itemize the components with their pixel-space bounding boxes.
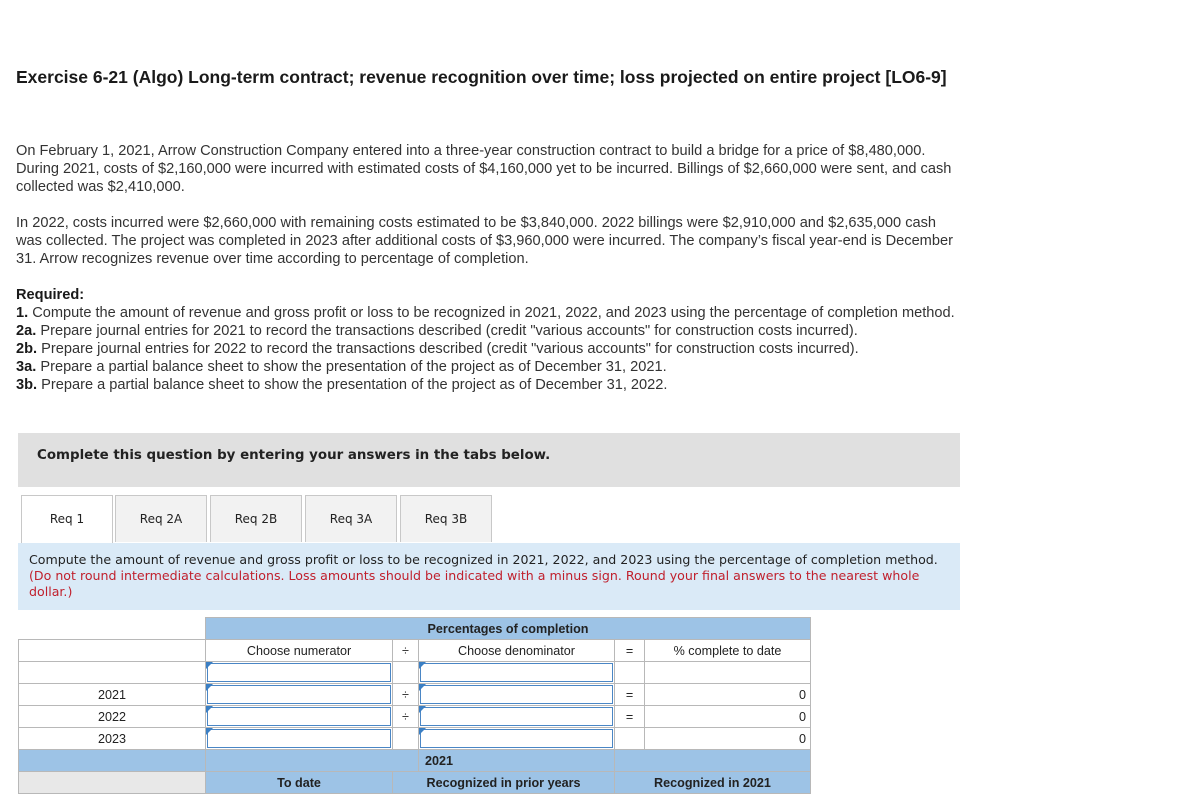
tab-req-2b[interactable]: Req 2B (210, 495, 302, 542)
requirement-2b: 2b. Prepare journal entries for 2022 to record the transactions described (credit "various accounts" for construction costs incurred). (16, 341, 859, 357)
table-row (19, 684, 811, 706)
tab-req-3b[interactable]: Req 3B (400, 495, 492, 542)
section-year: 2021 (419, 750, 615, 772)
numerator-input[interactable] (206, 706, 393, 728)
tab-instructions (18, 543, 960, 610)
table-header: Percentages of completion (206, 618, 811, 640)
requirements-block (16, 286, 956, 394)
numerator-input[interactable] (206, 684, 393, 706)
denominator-select-header[interactable] (419, 662, 615, 684)
percent-complete-table (18, 617, 811, 794)
equals-sign: = (615, 684, 645, 706)
numerator-label: Choose numerator (206, 640, 393, 662)
tab-req-2a[interactable]: Req 2A (115, 495, 207, 542)
denominator-label: Choose denominator (419, 640, 615, 662)
requirement-3b: 3b. Prepare a partial balance sheet to show the presentation of the project as of December 31, 2022. (16, 377, 668, 393)
requirement-2a: 2a. Prepare journal entries for 2021 to record the transactions described (credit "various accounts" for construction costs incurred). (16, 323, 858, 339)
percent-result: 0 (645, 684, 811, 706)
divide-sign: ÷ (393, 706, 419, 728)
instructions-note: (Do not round intermediate calculations. Loss amounts should be indicated with a minus sign. Round your final answers to the nearest whole dollar.) (29, 568, 920, 599)
year-label: 2023 (19, 728, 206, 750)
numerator-input[interactable] (206, 728, 393, 750)
denominator-input[interactable] (419, 728, 615, 750)
requirement-1: 1. Compute the amount of revenue and gross profit or loss to be recognized in 2021, 2022, and 2023 using the percentage of completion method. (16, 305, 955, 321)
percent-result: 0 (645, 706, 811, 728)
divide-sign: ÷ (393, 640, 419, 662)
equals-sign: = (615, 706, 645, 728)
denominator-input[interactable] (419, 684, 615, 706)
year-label: 2022 (19, 706, 206, 728)
requirement-3a: 3a. Prepare a partial balance sheet to show the presentation of the project as of December 31, 2021. (16, 359, 667, 375)
required-label: Required: (16, 287, 85, 303)
divide-sign: ÷ (393, 684, 419, 706)
table-row (19, 728, 811, 750)
col-recognized-current: Recognized in 2021 (615, 772, 811, 794)
banner-text: Complete this question by entering your answers in the tabs below. (37, 448, 551, 463)
instruction-banner (18, 433, 960, 487)
problem-paragraph-1: On February 1, 2021, Arrow Construction Company entered into a three-year construction contract to build a bridge for a price of $8,480,000. During 2021, costs of $2,160,000 were incurred with estimated costs of $4,160,000 yet to be incurred. Billings of $2,660,000 were sent, and cash collected was $2,410,000. (16, 143, 952, 195)
tab-req-3a[interactable]: Req 3A (305, 495, 397, 542)
table-row (19, 706, 811, 728)
year-label: 2021 (19, 684, 206, 706)
exercise-title: Exercise 6-21 (Algo) Long-term contract; revenue recognition over time; loss projected on entire project [LO6-9] (16, 67, 947, 87)
percent-result: 0 (645, 728, 811, 750)
col-to-date: To date (206, 772, 393, 794)
col-prior-years: Recognized in prior years (393, 772, 615, 794)
numerator-select-header[interactable] (206, 662, 393, 684)
denominator-input[interactable] (419, 706, 615, 728)
result-label: % complete to date (645, 640, 811, 662)
equals-sign: = (615, 640, 645, 662)
tab-req-1[interactable]: Req 1 (21, 495, 113, 543)
instructions-main: Compute the amount of revenue and gross profit or loss to be recognized in 2021, 2022, and 2023 using the percentage of completion method. (29, 552, 938, 567)
problem-paragraph-2: In 2022, costs incurred were $2,660,000 with remaining costs estimated to be $3,840,000. 2022 billings were $2,910,000 and $2,635,000 cash was collected. The project was completed in 2023 after additional costs of $3,960,000 were incurred. The company’s fiscal year-end is December 31. Arrow recognizes revenue over time according to percentage of completion. (16, 215, 953, 267)
